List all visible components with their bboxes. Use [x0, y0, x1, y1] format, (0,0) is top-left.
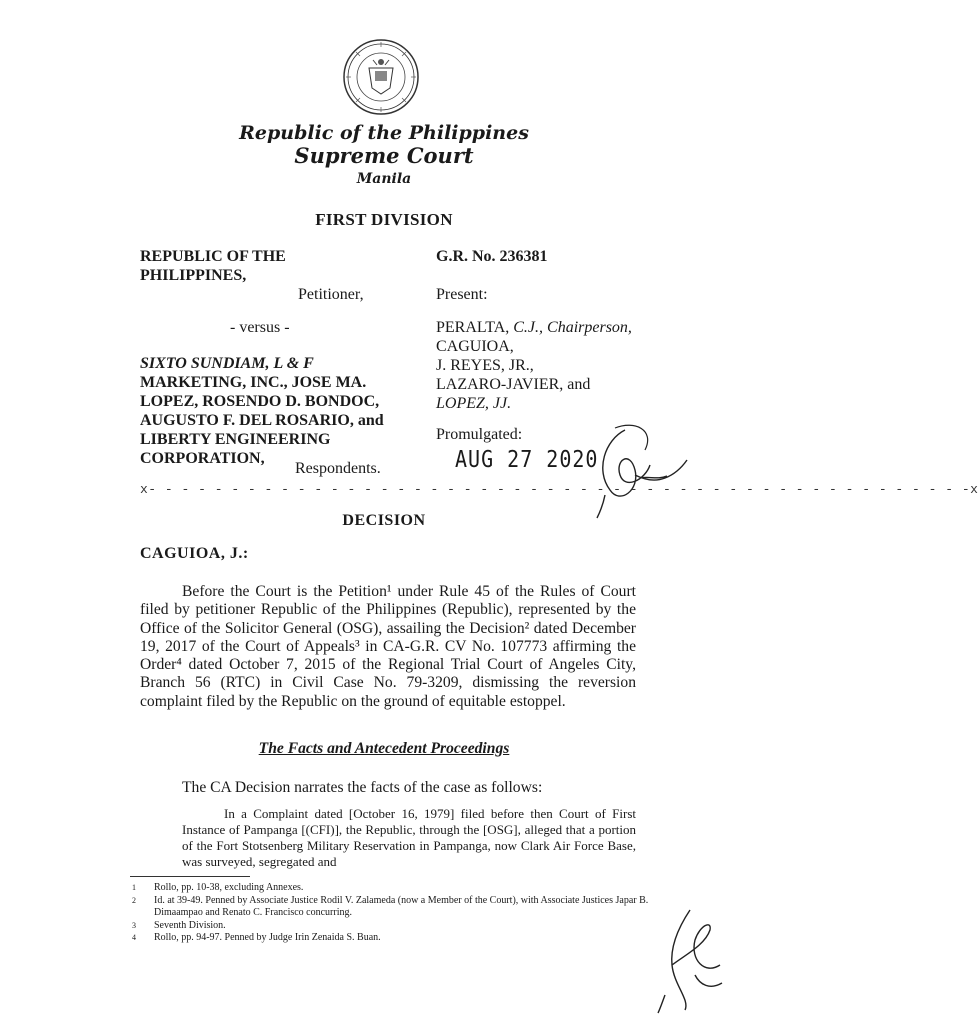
present-line-5: LOPEZ, JJ. — [436, 395, 512, 412]
present-chairperson: C.J., Chairperson, — [513, 319, 632, 336]
present-line-2: CAGUIOA, — [436, 338, 514, 355]
respondent-line-5: LIBERTY ENGINEERING — [140, 431, 331, 448]
footnote-number: 3 — [132, 920, 136, 930]
footnote-text: Seventh Division. — [154, 919, 226, 931]
footnote-number: 4 — [132, 933, 136, 943]
gr-number: G.R. No. 236381 — [436, 248, 548, 265]
petitioner-name-line-2: PHILIPPINES, — [140, 267, 247, 284]
present-label: Present: — [436, 286, 488, 303]
petitioner-role: Petitioner, — [298, 286, 364, 303]
supreme-court-seal-icon — [342, 38, 420, 116]
manila-heading: Manila — [356, 171, 412, 187]
respondent-line-3: LOPEZ, ROSENDO D. BONDOC, — [140, 393, 380, 410]
versus-label: - versus - — [230, 319, 290, 336]
ponente: CAGUIOA, J.: — [140, 545, 249, 562]
section-heading: The Facts and Antecedent Proceedings — [258, 740, 510, 757]
footnote-number: 1 — [132, 883, 136, 892]
clerk-signature-icon — [585, 420, 695, 520]
promulgated-label: Promulgated: — [436, 426, 523, 443]
footnote-text: Rollo, pp. 94-97. Penned by Judge Irin Zenaida S. Buan. — [154, 932, 381, 944]
division-heading: FIRST DIVISION — [315, 210, 453, 229]
footnotes — [132, 882, 688, 945]
footnote-item — [132, 882, 688, 895]
petitioner-name-line-1: REPUBLIC OF THE — [140, 248, 286, 265]
footnote-text: Rollo, pp. 10-38, excluding Annexes. — [154, 882, 304, 893]
republic-heading: Republic of the Philippines — [239, 122, 529, 144]
respondents-role: Respondents. — [295, 460, 381, 477]
caption-divider: x- - - - - - - - - - - - - - - - - - - - - - - - - - - - - - - - - - - - - - - - - - - - - - - - - -x — [140, 482, 978, 497]
decision-title: DECISION — [342, 512, 426, 529]
present-peralta: PERALTA, — [436, 319, 510, 336]
footnote-separator — [130, 876, 250, 877]
footnote-item — [132, 920, 688, 933]
present-line-1 — [436, 318, 632, 337]
intro-sentence: The CA Decision narrates the facts of the case as follows: — [182, 779, 543, 796]
footnote-item — [132, 895, 688, 920]
respondent-line-1: SIXTO SUNDIAM, L & F — [140, 355, 314, 372]
respondent-line-6: CORPORATION, — [140, 450, 265, 467]
margin-initials-icon — [650, 905, 730, 1015]
block-quote-text: In a Complaint dated [October 16, 1979] filed before then Court of First Instance of Pampanga [(CFI)], the Republic, through the [OSG], alleged that a portion of the Fort Stotsenberg Military Reservation in Pampanga, now Clark Air Force Base, was surveyed, segregated and — [182, 806, 636, 869]
respondent-line-2: MARKETING, INC., JOSE MA. — [140, 374, 367, 391]
present-line-4: LAZARO-JAVIER, and — [436, 376, 591, 393]
footnote-item — [132, 932, 688, 945]
footnote-text: Id. at 39-49. Penned by Associate Justice Rodil V. Zalameda (now a Member of the Court), with Associate Justices Japar B. Dimaampao and Renato C. Francisco concurring. — [154, 894, 649, 919]
respondent-line-4: AUGUSTO F. DEL ROSARIO, and — [140, 412, 384, 429]
opening-paragraph-text: Before the Court is the Petition¹ under Rule 45 of the Rules of Court filed by petitioner Republic of the Philippines (Republic), represented by the Office of the Solicitor General (OSG), assailing the Decision² dated December 19, 2017 of the Court of Appeals³ in CA-G.R. CV No. 107773 affirming the Order⁴ dated October 7, 2015 of the Regional Trial Court of Angeles City, Branch 56 (RTC) in Civil Case No. 79-3209, dismissing the reversion complaint filed by the Republic on the ground of equitable estoppel. — [140, 583, 636, 710]
present-line-3: J. REYES, JR., — [436, 357, 534, 374]
opening-paragraph — [140, 583, 636, 711]
block-quote — [182, 806, 636, 870]
footnote-number: 2 — [132, 895, 136, 905]
promulgated-date-stamp: AUG 27 2020 — [455, 445, 599, 473]
supreme-court-heading: Supreme Court — [294, 143, 474, 168]
